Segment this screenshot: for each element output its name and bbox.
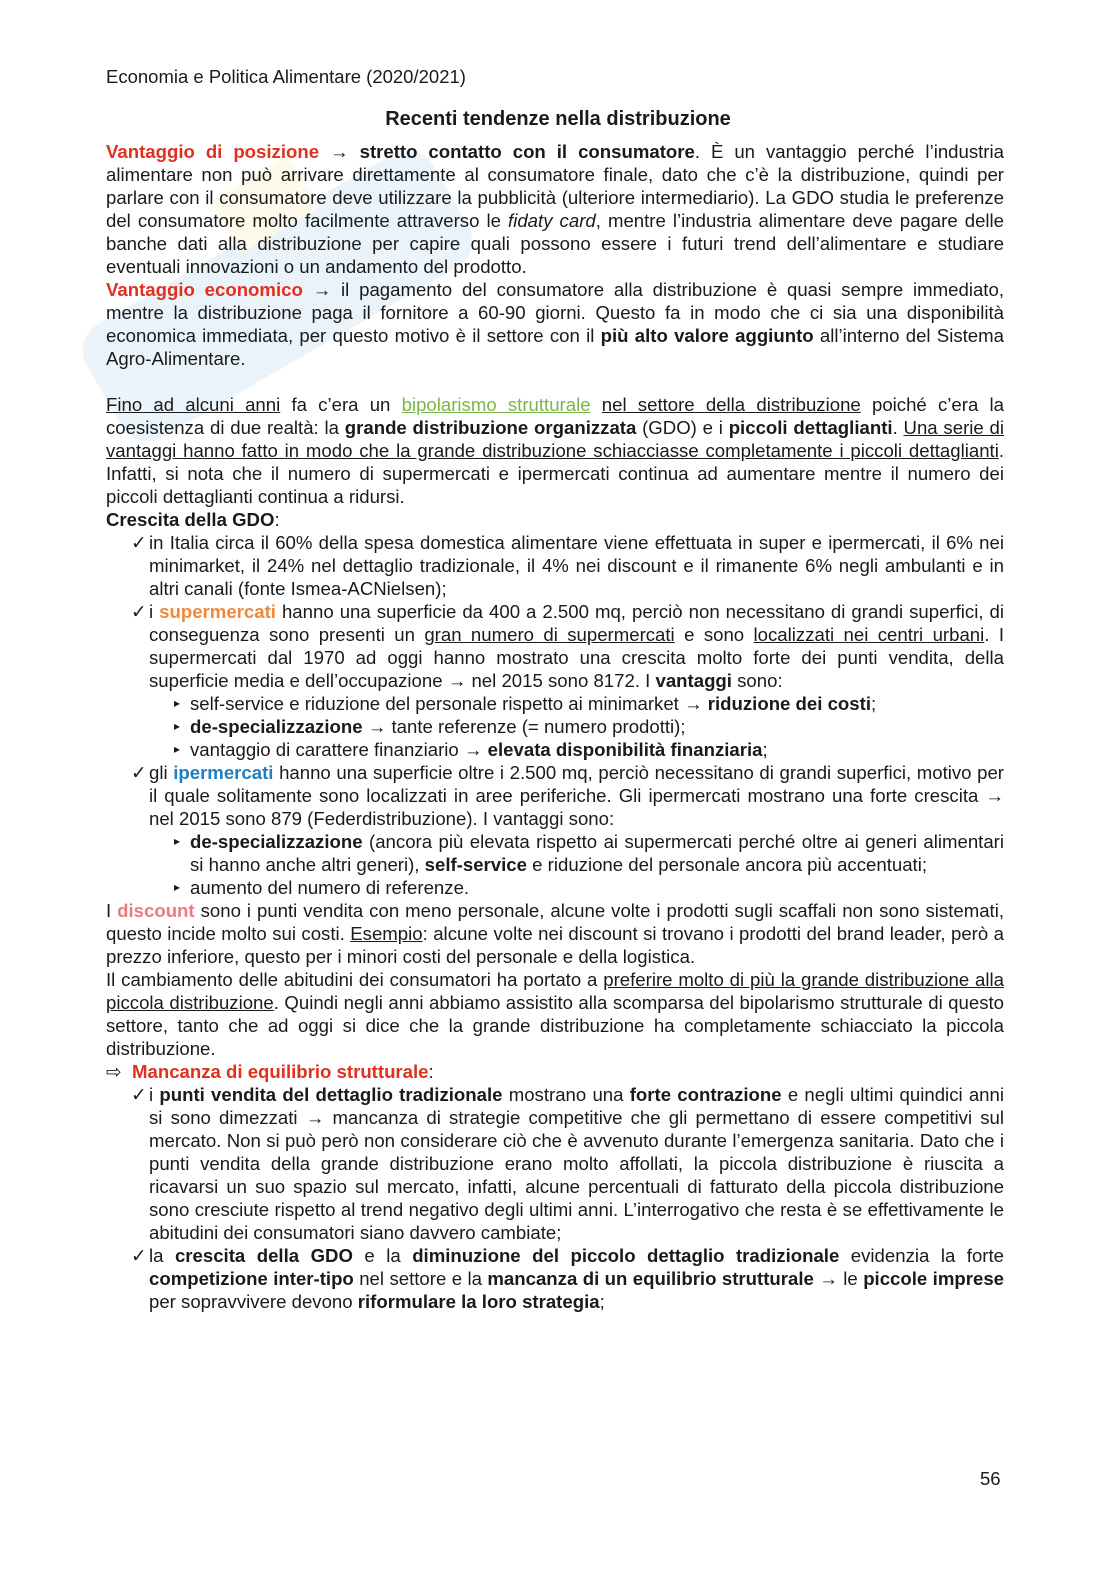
- gdo-heading: Crescita della GDO:: [106, 509, 280, 530]
- check-item-ipermercati: ✓ gli ipermercati hanno una superficie oltre i 2.500 mq, perciò necessitano di grandi superfici, motivo per il quale solitamente sono localizzati in aree periferiche. Gli ipermercati mostrano una forte crescita → nel 2015 sono 879 (Federdistribuzione). I vantaggi sono:: [131, 762, 1004, 829]
- bullet-item: ▸ self-service e riduzione del personale rispetto ai minimarket → riduzione dei costi;: [174, 693, 877, 714]
- checkmark-icon: ✓: [131, 1245, 147, 1266]
- paragraph-vantaggio-economico: Vantaggio economico → il pagamento del consumatore alla distribuzione è quasi sempre immediato, mentre la distribuzione paga il fornitore a 60-90 giorni. Questo fa in modo che ci sia una disponibilità economica immediata, per questo motivo è il settore con il più alto valore aggiunto all’interno del Sistema Agro-Alimentare.: [106, 279, 1004, 369]
- triangle-bullet-icon: ▸: [174, 696, 181, 710]
- check-item-spesa: ✓ in Italia circa il 60% della spesa domestica alimentare viene effettuata in super e ipermercati, il 6% nei minimarket, il 24% nel dettaglio tradizionale, il 4% nei discount e il rimanente 6% negli ambulanti e in altri canali (fonte Ismea-ACNielsen);: [131, 532, 1004, 599]
- paragraph-vantaggio-posizione: Vantaggio di posizione → stretto contatto con il consumatore. È un vantaggio perché l’industria alimentare non può arrivare direttamente al consumatore finale, dato che c’è la distribuzione, quindi per parlare con il consumatore deve utilizzare la pubblicità (ulteriore intermediario). La GDO studia le preferenze del consumatore molto facilmente attraverso le fidaty card, mentre l’industria alimentare deve pagare delle banche dati alla distribuzione per capire quali possono essere i futuri trend dell’alimentare e studiare eventuali innovazioni o un andamento del prodotto.: [106, 141, 1005, 277]
- document-header: Economia e Politica Alimentare (2020/2021): [106, 66, 466, 87]
- check-item-competizione: ✓ la crescita della GDO e la diminuzione del piccolo dettaglio tradizionale evidenzia la forte competizione inter-tipo nel settore e la mancanza di un equilibrio strutturale → le piccole imprese per sopravvivere devono riformulare la loro strategia;: [131, 1245, 1004, 1312]
- triangle-bullet-icon: ▸: [174, 719, 181, 733]
- page-number: 56: [980, 1468, 1001, 1489]
- document-body: [106, 140, 1004, 1313]
- paragraph-cambiamento: Il cambiamento delle abitudini dei consumatori ha portato a preferire molto di più la grande distribuzione alla piccola distribuzione. Quindi negli anni abbiamo assistito alla scomparsa del bipolarismo strutturale di questo settore, tanto che ad oggi si dice che la grande distribuzione ha completamente schiacciato la piccola distribuzione.: [106, 969, 1005, 1059]
- triangle-bullet-icon: ▸: [174, 742, 181, 756]
- page-title: Recenti tendenze nella distribuzione: [385, 108, 731, 130]
- check-item-dettaglio: ✓ i punti vendita del dettaglio tradizionale mostrano una forte contrazione e negli ultimi quindici anni si sono dimezzati → mancanza di strategie competitive che gli permettano di essere competitivi sul mercato. Non si può però non considerare ciò che è avvenuto durante l’emergenza sanitaria. Dato che i punti vendita della grande distribuzione erano molto affollati, la piccola distribuzione è riuscita a ricavarsi un suo spazio sul mercato, infatti, alcune percentuali di fatturato della piccola distribuzione sono cresciute rispetto al trend negativo degli ultimi anni. L’interrogativo che resta è se effettivamente le abitudini dei consumatori siano davvero cambiate;: [131, 1084, 1004, 1243]
- triangle-bullet-icon: ▸: [174, 880, 181, 894]
- triangle-bullet-icon: ▸: [174, 834, 181, 848]
- checkmark-icon: ✓: [131, 532, 147, 553]
- mancanza-heading: ⇨ Mancanza di equilibrio strutturale:: [106, 1061, 434, 1082]
- bullet-item: ▸ de-specializzazione → tante referenze (= numero prodotti);: [174, 716, 686, 737]
- bullet-item: ▸ aumento del numero di referenze.: [174, 877, 470, 898]
- checkmark-icon: ✓: [131, 601, 147, 622]
- checkmark-icon: ✓: [131, 762, 147, 783]
- hollow-arrow-icon: ⇨: [106, 1061, 122, 1082]
- paragraph-bipolarismo: Fino ad alcuni anni fa c’era un bipolarismo strutturale nel settore della distribuzione poiché c’era la coesistenza di due realtà: la grande distribuzione organizzata (GDO) e i piccoli dettaglianti. Una serie di vantaggi hanno fatto in modo che la grande distribuzione schiacciasse completamente i piccoli dettaglianti. Infatti, si nota che il numero di supermercati e ipermercati continua ad aumentare mentre il numero dei piccoli dettaglianti continua a ridursi.: [106, 394, 1004, 507]
- checkmark-icon: ✓: [131, 1084, 147, 1105]
- paragraph-discount: I discount sono i punti vendita con meno personale, alcune volte i prodotti sugli scaffali non sono sistemati, questo incide molto sui costi. Esempio: alcune volte nei discount si trovano i prodotti del brand leader, però a prezzo inferiore, questo per i minori costi del personale e della logistica.: [106, 900, 1005, 967]
- bullet-item: ▸ vantaggio di carattere finanziario → elevata disponibilità finanziaria;: [174, 739, 768, 760]
- check-item-supermercati: ✓ i supermercati hanno una superficie da 400 a 2.500 mq, perciò non necessitano di grandi superfici, di conseguenza sono presenti un gran numero di supermercati e sono localizzati nei centri urbani. I supermercati dal 1970 ad oggi hanno mostrato una crescita molto forte dei punti vendita, della superficie media e dell’occupazione → nel 2015 sono 8172. I vantaggi sono:: [131, 601, 1005, 691]
- bullet-item: ▸ de-specializzazione (ancora più elevata rispetto ai supermercati perché oltre ai generi alimentari si hanno anche altri generi), self-service e riduzione del personale ancora più accentuati;: [174, 831, 1004, 875]
